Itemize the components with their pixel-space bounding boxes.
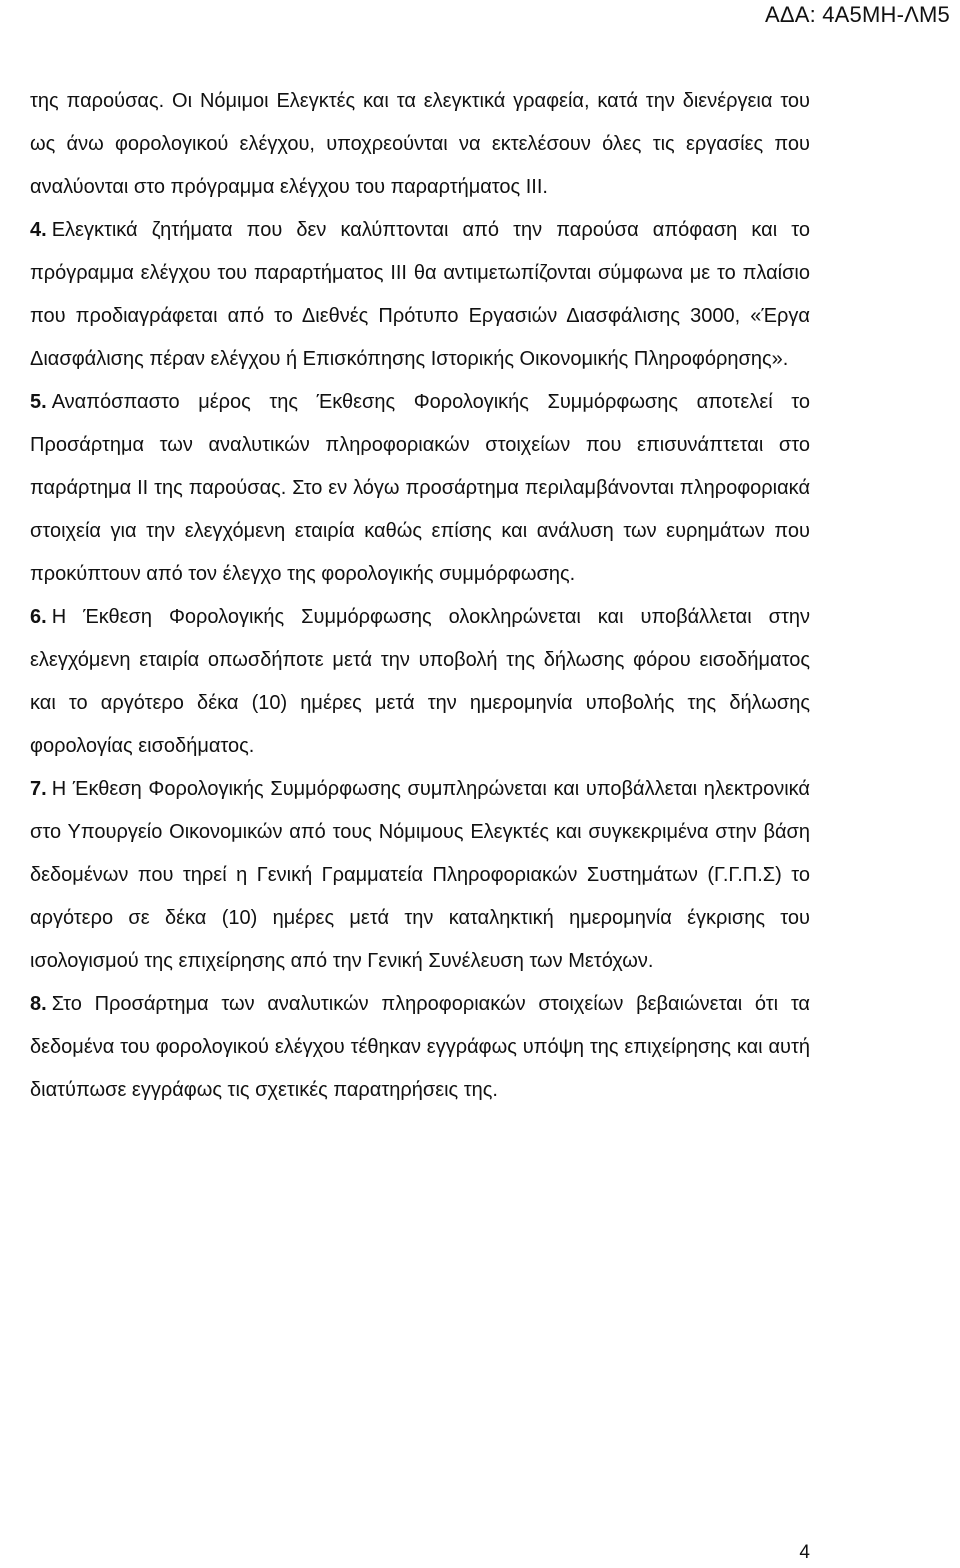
paragraph-text: Στο Προσάρτημα των αναλυτικών πληροφοριακών στοιχείων βεβαιώνεται ότι τα δεδομένα του φορολογικού ελέγχου τέθηκαν εγγράφως υπόψη της επιχείρησης και αυτή διατύπωσε εγγράφως τις σχετικές παρατηρήσεις της. [30,993,810,1101]
document-ada-code: ΑΔΑ: 4Α5ΜΗ-ΛΜ5 [764,2,950,27]
paragraph-text: της παρούσας. Οι Νόμιμοι Ελεγκτές και τα ελεγκτικά γραφεία, κατά την διενέργεια του ως άνω φορολογικού ελέγχου, υποχρεούνται να εκτελέσουν όλες τις εργασίες που αναλύονται στο πρόγραμμα ελέγχου του παραρτήματος ΙΙΙ. [30,90,810,198]
paragraph-text: Η Έκθεση Φορολογικής Συμμόρφωσης ολοκληρώνεται και υποβάλλεται στην ελεγχόμενη εταιρία οπωσδήποτε μετά την υποβολή της δήλωσης φόρου εισοδήματος και το αργότερο δέκα (10) ημέρες μετά την ημερομηνία υποβολής της δήλωσης φορολογίας εισοδήματος. [30,606,810,757]
page-number: 4 [799,1542,810,1563]
paragraph-number: 7. [30,778,47,800]
paragraph-continuation [30,80,810,209]
document-body [30,80,810,1112]
paragraph-text: Αναπόσπαστο μέρος της Έκθεσης Φορολογικής Συμμόρφωσης αποτελεί το Προσάρτημα των αναλυτικών πληροφοριακών στοιχείων που επισυνάπτεται στο παράρτημα ΙΙ της παρούσας. Στο εν λόγω προσάρτημα περιλαμβάνονται πληροφοριακά στοιχεία για την ελεγχόμενη εταιρία καθώς επίσης και ανάλυση των ευρημάτων που προκύπτουν από τον έλεγχο της φορολογικής συμμόρφωσης. [30,391,810,585]
paragraph-number: 4. [30,219,47,241]
paragraph-text: Η Έκθεση Φορολογικής Συμμόρφωσης συμπληρώνεται και υποβάλλεται ηλεκτρονικά στο Υπουργείο Οικονομικών από τους Νόμιμους Ελεγκτές και συγκεκριμένα στην βάση δεδομένων που τηρεί η Γενική Γραμματεία Πληροφοριακών Συστημάτων (Γ.Γ.Π.Σ) το αργότερο σε δέκα (10) ημέρες μετά την καταληκτική ημερομηνία έγκρισης του ισολογισμού της επιχείρησης από την Γενική Συνέλευση των Μετόχων. [30,778,810,972]
paragraph-8 [30,983,810,1112]
paragraph-4 [30,209,810,381]
paragraph-number: 5. [30,391,47,413]
paragraph-5 [30,381,810,596]
paragraph-6 [30,596,810,768]
paragraph-number: 6. [30,606,47,628]
paragraph-number: 8. [30,993,47,1015]
paragraph-text: Ελεγκτικά ζητήματα που δεν καλύπτονται από την παρούσα απόφαση και το πρόγραμμα ελέγχου του παραρτήματος ΙΙΙ θα αντιμετωπίζονται σύμφωνα με το πλαίσιο που προδιαγράφεται από το Διεθνές Πρότυπο Εργασιών Διασφάλισης 3000, «Έργα Διασφάλισης πέραν ελέγχου ή Επισκόπησης Ιστορικής Οικονομικής Πληροφόρησης». [30,219,810,370]
paragraph-7 [30,768,810,983]
